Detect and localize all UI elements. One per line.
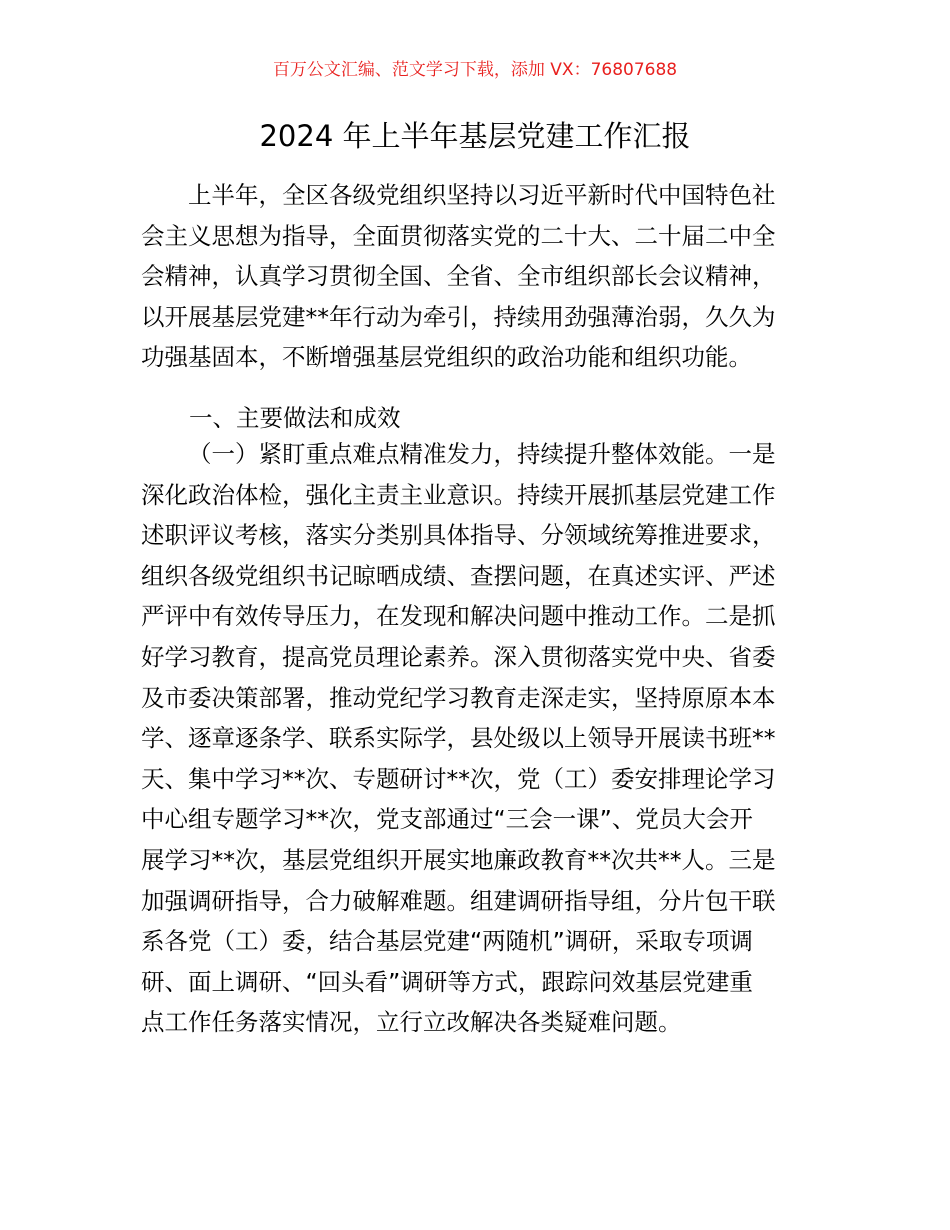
intro-line: 以开展基层党建**年行动为牵引，持续用劲强薄治弱，久久为 [141, 302, 776, 331]
download-notice: 百万公文汇编、范文学习下载，添加 VX：76807688 [272, 60, 678, 80]
section-line: 中心组专题学习**次，党支部通过“三会一课”、党员大会开 [141, 805, 753, 834]
section-line: 天、集中学习**次、专题研讨**次，党（工）委安排理论学习 [141, 764, 776, 793]
intro-line: 功强基固本，不断增强基层党组织的政治功能和组织功能。 [141, 343, 752, 372]
section-line: 组织各级党组织书记晾晒成绩、查摆问题，在真述实评、严述 [141, 561, 776, 590]
section-line: 研、面上调研、“回头看”调研等方式，跟踪问效基层党建重 [141, 967, 753, 996]
section-line: 展学习**次，基层党组织开展实地廉政教育**次共**人。三是 [141, 845, 776, 874]
section-paragraph [141, 434, 813, 1043]
intro-line: 会主义思想为指导，全面贯彻落实党的二十大、二十届二中全 [141, 221, 776, 250]
intro-paragraph [141, 175, 813, 378]
section-line: 及市委决策部署，推动党纪学习教育走深走实，坚持原原本本 [141, 683, 776, 712]
document-title: 2024 年上半年基层党建工作汇报 [259, 119, 691, 153]
intro-line: 会精神，认真学习贯彻全国、全省、全市组织部长会议精神， [141, 262, 776, 291]
section-line: 深化政治体检，强化主责主业意识。持续开展抓基层党建工作 [141, 480, 776, 509]
section-heading: 一、主要做法和成效 [189, 404, 401, 432]
section-line: 点工作任务落实情况，立行立改解决各类疑难问题。 [141, 1008, 682, 1037]
intro-line: 上半年，全区各级党组织坚持以习近平新时代中国特色社 [188, 181, 776, 209]
section-line: （一）紧盯重点难点精准发力，持续提升整体效能。一是 [188, 440, 776, 468]
section-line: 述职评议考核，落实分类别具体指导、分领域统筹推进要求， [141, 521, 776, 550]
section-line: 学、逐章逐条学、联系实际学，县处级以上领导开展读书班** [141, 724, 776, 753]
section-line: 加强调研指导，合力破解难题。组建调研指导组，分片包干联 [141, 886, 776, 915]
section-line: 系各党（工）委，结合基层党建“两随机”调研，采取专项调 [141, 927, 753, 956]
section-line: 严评中有效传导压力，在发现和解决问题中推动工作。二是抓 [141, 602, 776, 631]
section-line: 好学习教育，提高党员理论素养。深入贯彻落实党中央、省委 [141, 642, 776, 671]
